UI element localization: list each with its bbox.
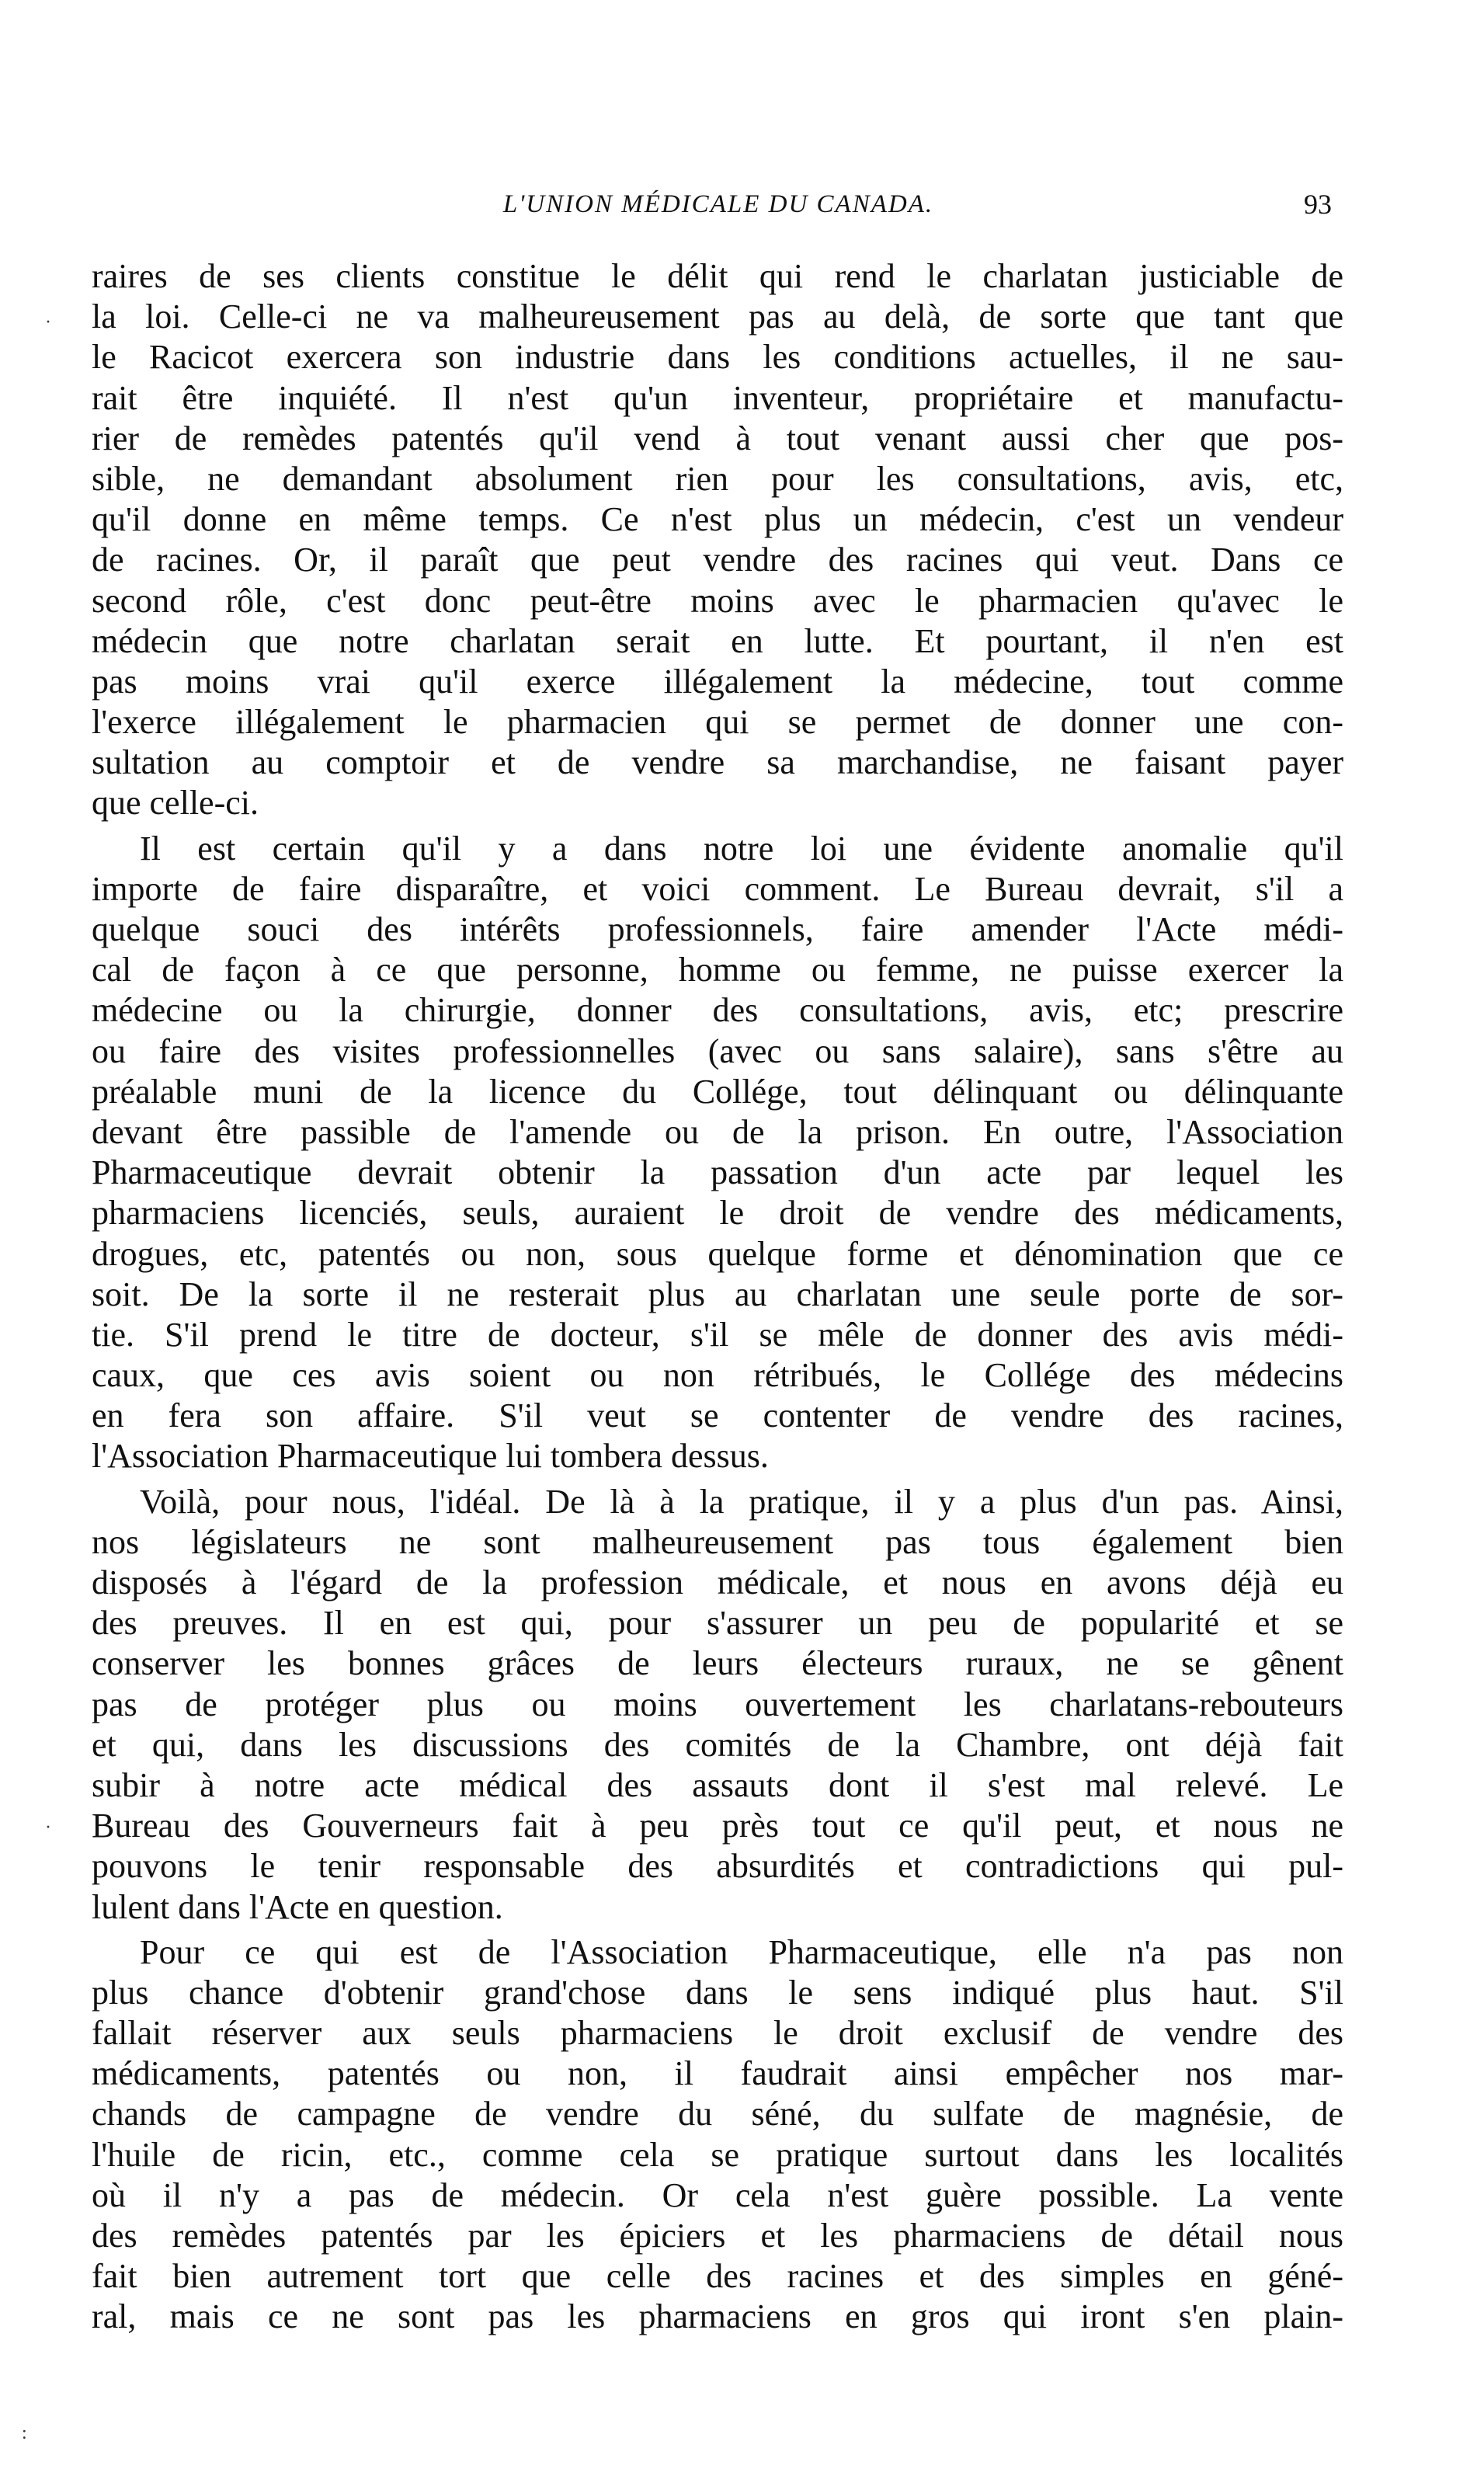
paragraph-first-line: Voilà, pour nous, l'idéal. De là à la pratique, il y a plus d'un pas. Ainsi, xyxy=(140,1482,1343,1521)
text-line: fallait réserver aux seuls pharmaciens le droit exclusif de vendre des xyxy=(92,2014,1343,2053)
text-line: plus chance d'obtenir grand'chose dans le sens indiqué plus haut. S'il xyxy=(92,1973,1343,2012)
text-line: l'huile de ricin, etc., comme cela se pratique surtout dans les localités xyxy=(92,2135,1343,2174)
body-text xyxy=(92,256,1343,2338)
margin-dot: : xyxy=(22,2423,27,2443)
text-line: des preuves. Il en est qui, pour s'assurer un peu de popularité et se xyxy=(92,1604,1343,1643)
text-line: de racines. Or, il paraît que peut vendre des racines qui veut. Dans ce xyxy=(92,541,1343,579)
text-line: conserver les bonnes grâces de leurs électeurs ruraux, ne se gênent xyxy=(92,1644,1343,1683)
text-line: médecine ou la chirurgie, donner des consultations, avis, etc; prescrire xyxy=(92,991,1343,1030)
text-line: le Racicot exercera son industrie dans les conditions actuelles, il ne sau- xyxy=(92,338,1343,377)
margin-dot: · xyxy=(45,312,51,332)
page-number: 93 xyxy=(1304,189,1332,220)
text-line: quelque souci des intérêts professionnels, faire amender l'Acte médi- xyxy=(92,910,1343,948)
running-title: L'UNION MÉDICALE DU CANADA. xyxy=(502,190,934,218)
text-line: nos législateurs ne sont malheureusement pas tous également bien xyxy=(92,1522,1343,1561)
text-line: disposés à l'égard de la profession médicale, et nous en avons déjà eu xyxy=(92,1563,1343,1601)
paragraph-first-line: Pour ce qui est de l'Association Pharmaceutique, elle n'a pas non xyxy=(140,1932,1343,1971)
text-line: fait bien autrement tort que celle des racines et des simples en géné- xyxy=(92,2257,1343,2296)
text-line: la loi. Celle-ci ne va malheureusement pas au delà, de sorte que tant que xyxy=(92,297,1343,336)
text-line: pharmaciens licenciés, seuls, auraient le droit de vendre des médicaments, xyxy=(92,1194,1343,1233)
text-line: que celle-ci. xyxy=(92,784,259,822)
text-line: où il n'y a pas de médecin. Or cela n'est guère possible. La vente xyxy=(92,2175,1343,2214)
text-line: lulent dans l'Acte en question. xyxy=(92,1887,503,1926)
text-line: caux, que ces avis soient ou non rétribués, le Collége des médecins xyxy=(92,1356,1343,1395)
text-line: pas moins vrai qu'il exerce illégalement la médecine, tout comme xyxy=(92,662,1343,701)
running-head xyxy=(105,185,1332,224)
text-line: ou faire des visites professionnelles (avec ou sans salaire), sans s'être au xyxy=(92,1031,1343,1070)
text-line: Pharmaceutique devrait obtenir la passation d'un acte par lequel les xyxy=(92,1153,1343,1192)
text-line: soit. De la sorte il ne resterait plus au charlatan une seule porte de sor- xyxy=(92,1275,1343,1313)
text-line: préalable muni de la licence du Collége, tout délinquant ou délinquante xyxy=(92,1072,1343,1111)
text-line: qu'il donne en même temps. Ce n'est plus un médecin, c'est un vendeur xyxy=(92,500,1343,539)
text-line: cal de façon à ce que personne, homme ou femme, ne puisse exercer la xyxy=(92,951,1343,989)
text-line: rier de remèdes patentés qu'il vend à tout venant aussi cher que pos- xyxy=(92,419,1343,457)
text-line: et qui, dans les discussions des comités de la Chambre, ont déjà fait xyxy=(92,1725,1343,1764)
paragraph-first-line: Il est certain qu'il y a dans notre loi une évidente anomalie qu'il xyxy=(140,829,1343,868)
margin-dot: · xyxy=(45,1817,51,1838)
text-line: second rôle, c'est donc peut-être moins avec le pharmacien qu'avec le xyxy=(92,581,1343,620)
text-line: raires de ses clients constitue le délit qui rend le charlatan justiciable de xyxy=(92,257,1343,295)
text-line: l'exerce illégalement le pharmacien qui se permet de donner une con- xyxy=(92,703,1343,742)
text-line: tie. S'il prend le titre de docteur, s'il se mêle de donner des avis médi- xyxy=(92,1315,1343,1354)
text-line: chands de campagne de vendre du séné, du sulfate de magnésie, de xyxy=(92,2095,1343,2134)
text-line: devant être passible de l'amende ou de la prison. En outre, l'Association xyxy=(92,1112,1343,1151)
text-line: pas de protéger plus ou moins ouvertement les charlatans-rebouteurs xyxy=(92,1685,1343,1723)
text-line: l'Association Pharmaceutique lui tombera dessus. xyxy=(92,1437,769,1476)
text-line: pouvons le tenir responsable des absurdités et contradictions qui pul- xyxy=(92,1847,1343,1886)
text-line: sible, ne demandant absolument rien pour les consultations, avis, etc, xyxy=(92,459,1343,498)
text-line: des remèdes patentés par les épiciers et les pharmaciens de détail nous xyxy=(92,2217,1343,2255)
text-line: Bureau des Gouverneurs fait à peu près tout ce qu'il peut, et nous ne xyxy=(92,1807,1343,1845)
text-line: importe de faire disparaître, et voici comment. Le Bureau devrait, s'il a xyxy=(92,869,1343,908)
text-line: rait être inquiété. Il n'est qu'un inventeur, propriétaire et manufactu- xyxy=(92,378,1343,417)
text-line: médecin que notre charlatan serait en lutte. Et pourtant, il n'en est xyxy=(92,621,1343,660)
text-line: ral, mais ce ne sont pas les pharmaciens en gros qui iront s'en plain- xyxy=(92,2297,1343,2336)
text-line: sultation au comptoir et de vendre sa marchandise, ne faisant payer xyxy=(92,743,1343,782)
text-line: drogues, etc, patentés ou non, sous quelque forme et dénomination que ce xyxy=(92,1234,1343,1273)
text-line: en fera son affaire. S'il veut se contenter de vendre des racines, xyxy=(92,1396,1343,1435)
text-line: médicaments, patentés ou non, il faudrait ainsi empêcher nos mar- xyxy=(92,2054,1343,2093)
text-line: subir à notre acte médical des assauts dont il s'est mal relevé. Le xyxy=(92,1765,1343,1804)
